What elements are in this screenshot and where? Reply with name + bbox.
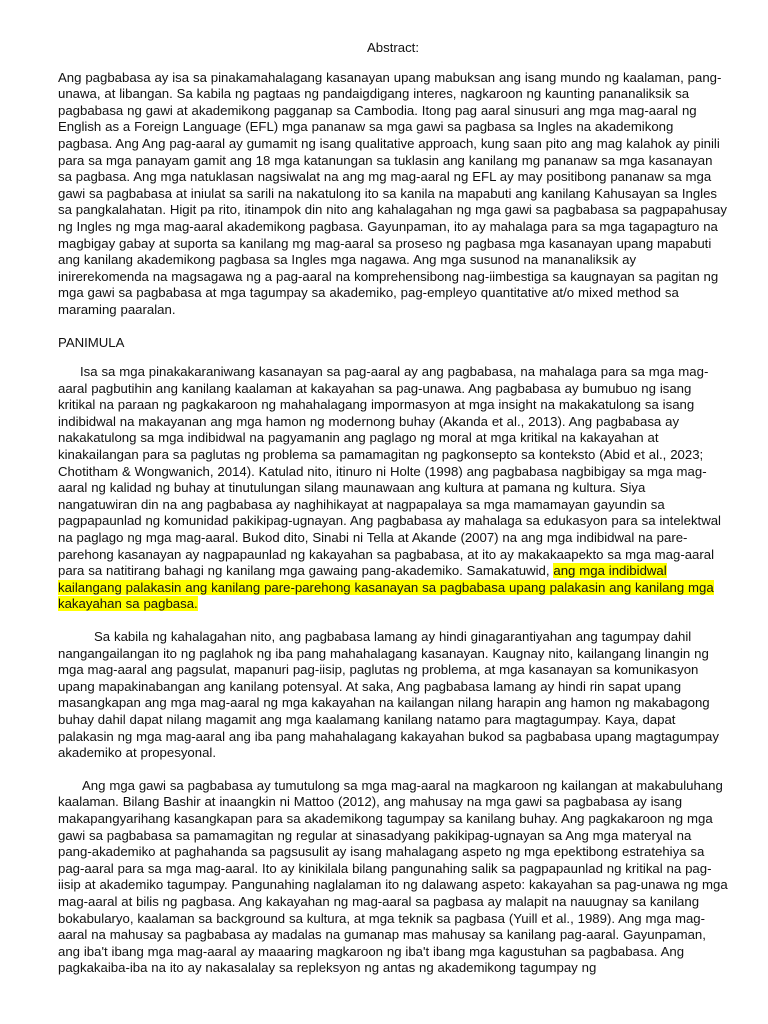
intro-paragraph-2: Sa kabila ng kahalagahan nito, ang pagbabasa lamang ay hindi ginagarantiyahan ang tagumpay dahil nangangailangan ito ng paglahok ng iba pang mahahalagang kasanayan. Kaugnay nito, kailangang linangin ng mga mag-aaral ang pagsulat, mapanuri pag-iisip, paglutas ng problema, at mga kasanayan sa komunikasyon upang mapakinabangan ang kanilang potensyal. At saka, Ang pagbabasa lamang ay hindi rin sapat upang masangkapan ang mga mag-aaral ng mga kakayahan na kailangan nilang harapin ang hamon ng makabagong buhay dahil dapat nilang magamit ang mga kaalamang kanilang natamo para magtagumpay. Kaya, dapat palakasin ng mga mag-aaral ang iba pang mahahalagang kakayahan bukod sa pagbabasa upang magtagumpay akademiko at propesyonal. [58, 629, 719, 761]
intro-paragraph-1 [58, 364, 728, 613]
intro-paragraph-1-text: Isa sa mga pinakakaraniwang kasanayan sa pag-aaral ay ang pagbabasa, na mahalaga para sa mga mag-aaral pagbutihin ang kanilang kaalaman at kakayahan sa pag-unawa. Ang pagbabasa ay bumubuo ng isang kritikal na paraan ng pagkakaroon ng mahahalagang impormasyon at mga insight na makakatulong sa isang indibidwal na makayanan ang mga hamon ng modernong buhay (Akanda et al., 2013). Ang pagbabasa ay nakakatulong sa mga indibidwal na pagyamanin ang paglago ng moral at mga kritikal na kakayahan at kinakailangan para sa paglutas ng problema sa pamamagitan ng pagkonsepto sa konteksto (Abid et al., 2023; Chotitham & Wongwanich, 2014). Katulad nito, itinuro ni Holte (1998) ang pagbabasa nagbibigay sa mga mag-aaral ng kalidad ng buhay at tinutulungan silang maunawaan ang kultura at pamana ng kultura. Siya nangatuwiran din na ang pagbabasa ay naghihikayat at nagpapalaya sa mga mamamayan gayundin sa pagpapaunlad ng komunidad pakikipag-ugnayan. Ang pagbabasa ay mahalaga sa edukasyon para sa intelektwal na paglago ng mga mag-aaral. Bukod dito, Sinabi ni Tella at Akande (2007) na ang mga indibidwal na pare-parehong kasanayan ay nagpapaunlad ng kakayahan sa pagbabasa, at ito ay makakaapekto sa mga mag-aaral para sa natitirang bahagi ng kanilang mga gawaing pang-akademiko. Samakatuwid, [58, 364, 721, 579]
intro-paragraph-3: Ang mga gawi sa pagbabasa ay tumutulong sa mga mag-aaral na magkaroon ng kailangan at makabuluhang kaalaman. Bilang Bashir at inaangkin ni Mattoo (2012), ang mahusay na mga gawi sa pagbabasa ay isang makapangyarihang kasangkapan para sa akademikong tagumpay sa kanilang buhay. Ang pagkakaroon ng mga gawi sa pagbabasa sa pamamagitan ng regular at sinasadyang pakikipag-ugnayan sa Ang mga materyal na pang-akademiko at paghahanda sa pagsusulit ay isang mahalagang aspeto ng mga epektibong estratehiya sa pag-aaral para sa mga mag-aaral. Ito ay kinikilala bilang pangunahing salik sa pagpapaunlad ng kritikal na pag-iisip at akademiko tagumpay. Pangunahing naglalaman ito ng dalawang aspeto: kakayahan sa pag-unawa ng mga mag-aaral at bilis ng pagbasa. Ang kakayahan ng mag-aaral sa pagbasa ay malapit na nauugnay sa kanilang bokabularyo, kaalaman sa background sa kultura, at mga teknik sa pagbasa (Yuill et al., 1989). Ang mga mag-aaral na mahusay sa pagbabasa ay madalas na gumanap mas mahusay sa kanilang pag-aaral. Gayunpaman, ang iba't ibang mga mag-aaral ay maaaring magkaroon ng iba't ibang mga kagustuhan sa pagbabasa. Ang pagkakaiba-iba na ito ay nakasalalay sa repleksyon ng antas ng akademikong tagumpay ng [58, 777, 728, 976]
highlighted-text: ang mga indibidwal kailangang palakasin ang kanilang pare-parehong kasanayan sa pagbabasa upang palakasin ang kanilang mga kakayahan sa pagbasa. [58, 563, 714, 612]
abstract-paragraph: Ang pagbabasa ay isa sa pinakamahalagang kasanayan upang mabuksan ang isang mundo ng kaalaman, pang-unawa, at libangan. Sa kabila ng pagtaas ng pandaigdigang interes, nagkaroon ng kaunting pananaliksik sa pagbabasa ng gawi at akademikong pagganap sa Cambodia. Itong pag aaral sinusuri ang mga mag-aaral ng English as a Foreign Language (EFL) mga pananaw sa mga gawi sa pagbasa sa Ingles na akademikong pagbasa. Ang Ang pag-aaral ay gumamit ng isang qualitative approach, kung saan pito ang mag kalahok ay pinili para sa mga panayam gamit ang 18 mga katanungan sa tuklasin ang kanilang mg pananaw sa mga kasanayan sa pagbasa. Ang mga natuklasan nagsiwalat na ang mg mag-aaral ng EFL ay may positibong pananaw sa mga gawi sa pagbabasa at iniulat sa sarili na nakatulong ito sa kanila na mapabuti ang kanilang Kahusayan sa Ingles sa pangkalahatan. Higit pa rito, itinampok din nito ang kahalagahan ng mga gawi sa pagbabasa sa pagpapahusay ng Ingles ng mga mag-aaral akademikong pagbasa. Gayunpaman, ito ay mahalaga para sa mga tagapagturo na magbigay gabay at suporta sa kanilang mg mag-aaral sa proseso ng pagbasa mga kasanayan upang mapabuti ang kanilang akademikong pagbasa sa Ingles mga nagawa. Ang mga susunod na mananaliksik ay inirerekomenda na magsagawa ng a pag-aaral na komprehensibong nag-iimbestiga sa kaugnayan sa pagitan ng mga gawi sa pagbabasa at mga tagumpay sa akademiko, pag-empleyo quantitative at/o mixed method sa maraming paaralan. [58, 69, 727, 317]
abstract-title: Abstract: [366, 40, 420, 55]
section-heading: PANIMULA [58, 334, 125, 350]
